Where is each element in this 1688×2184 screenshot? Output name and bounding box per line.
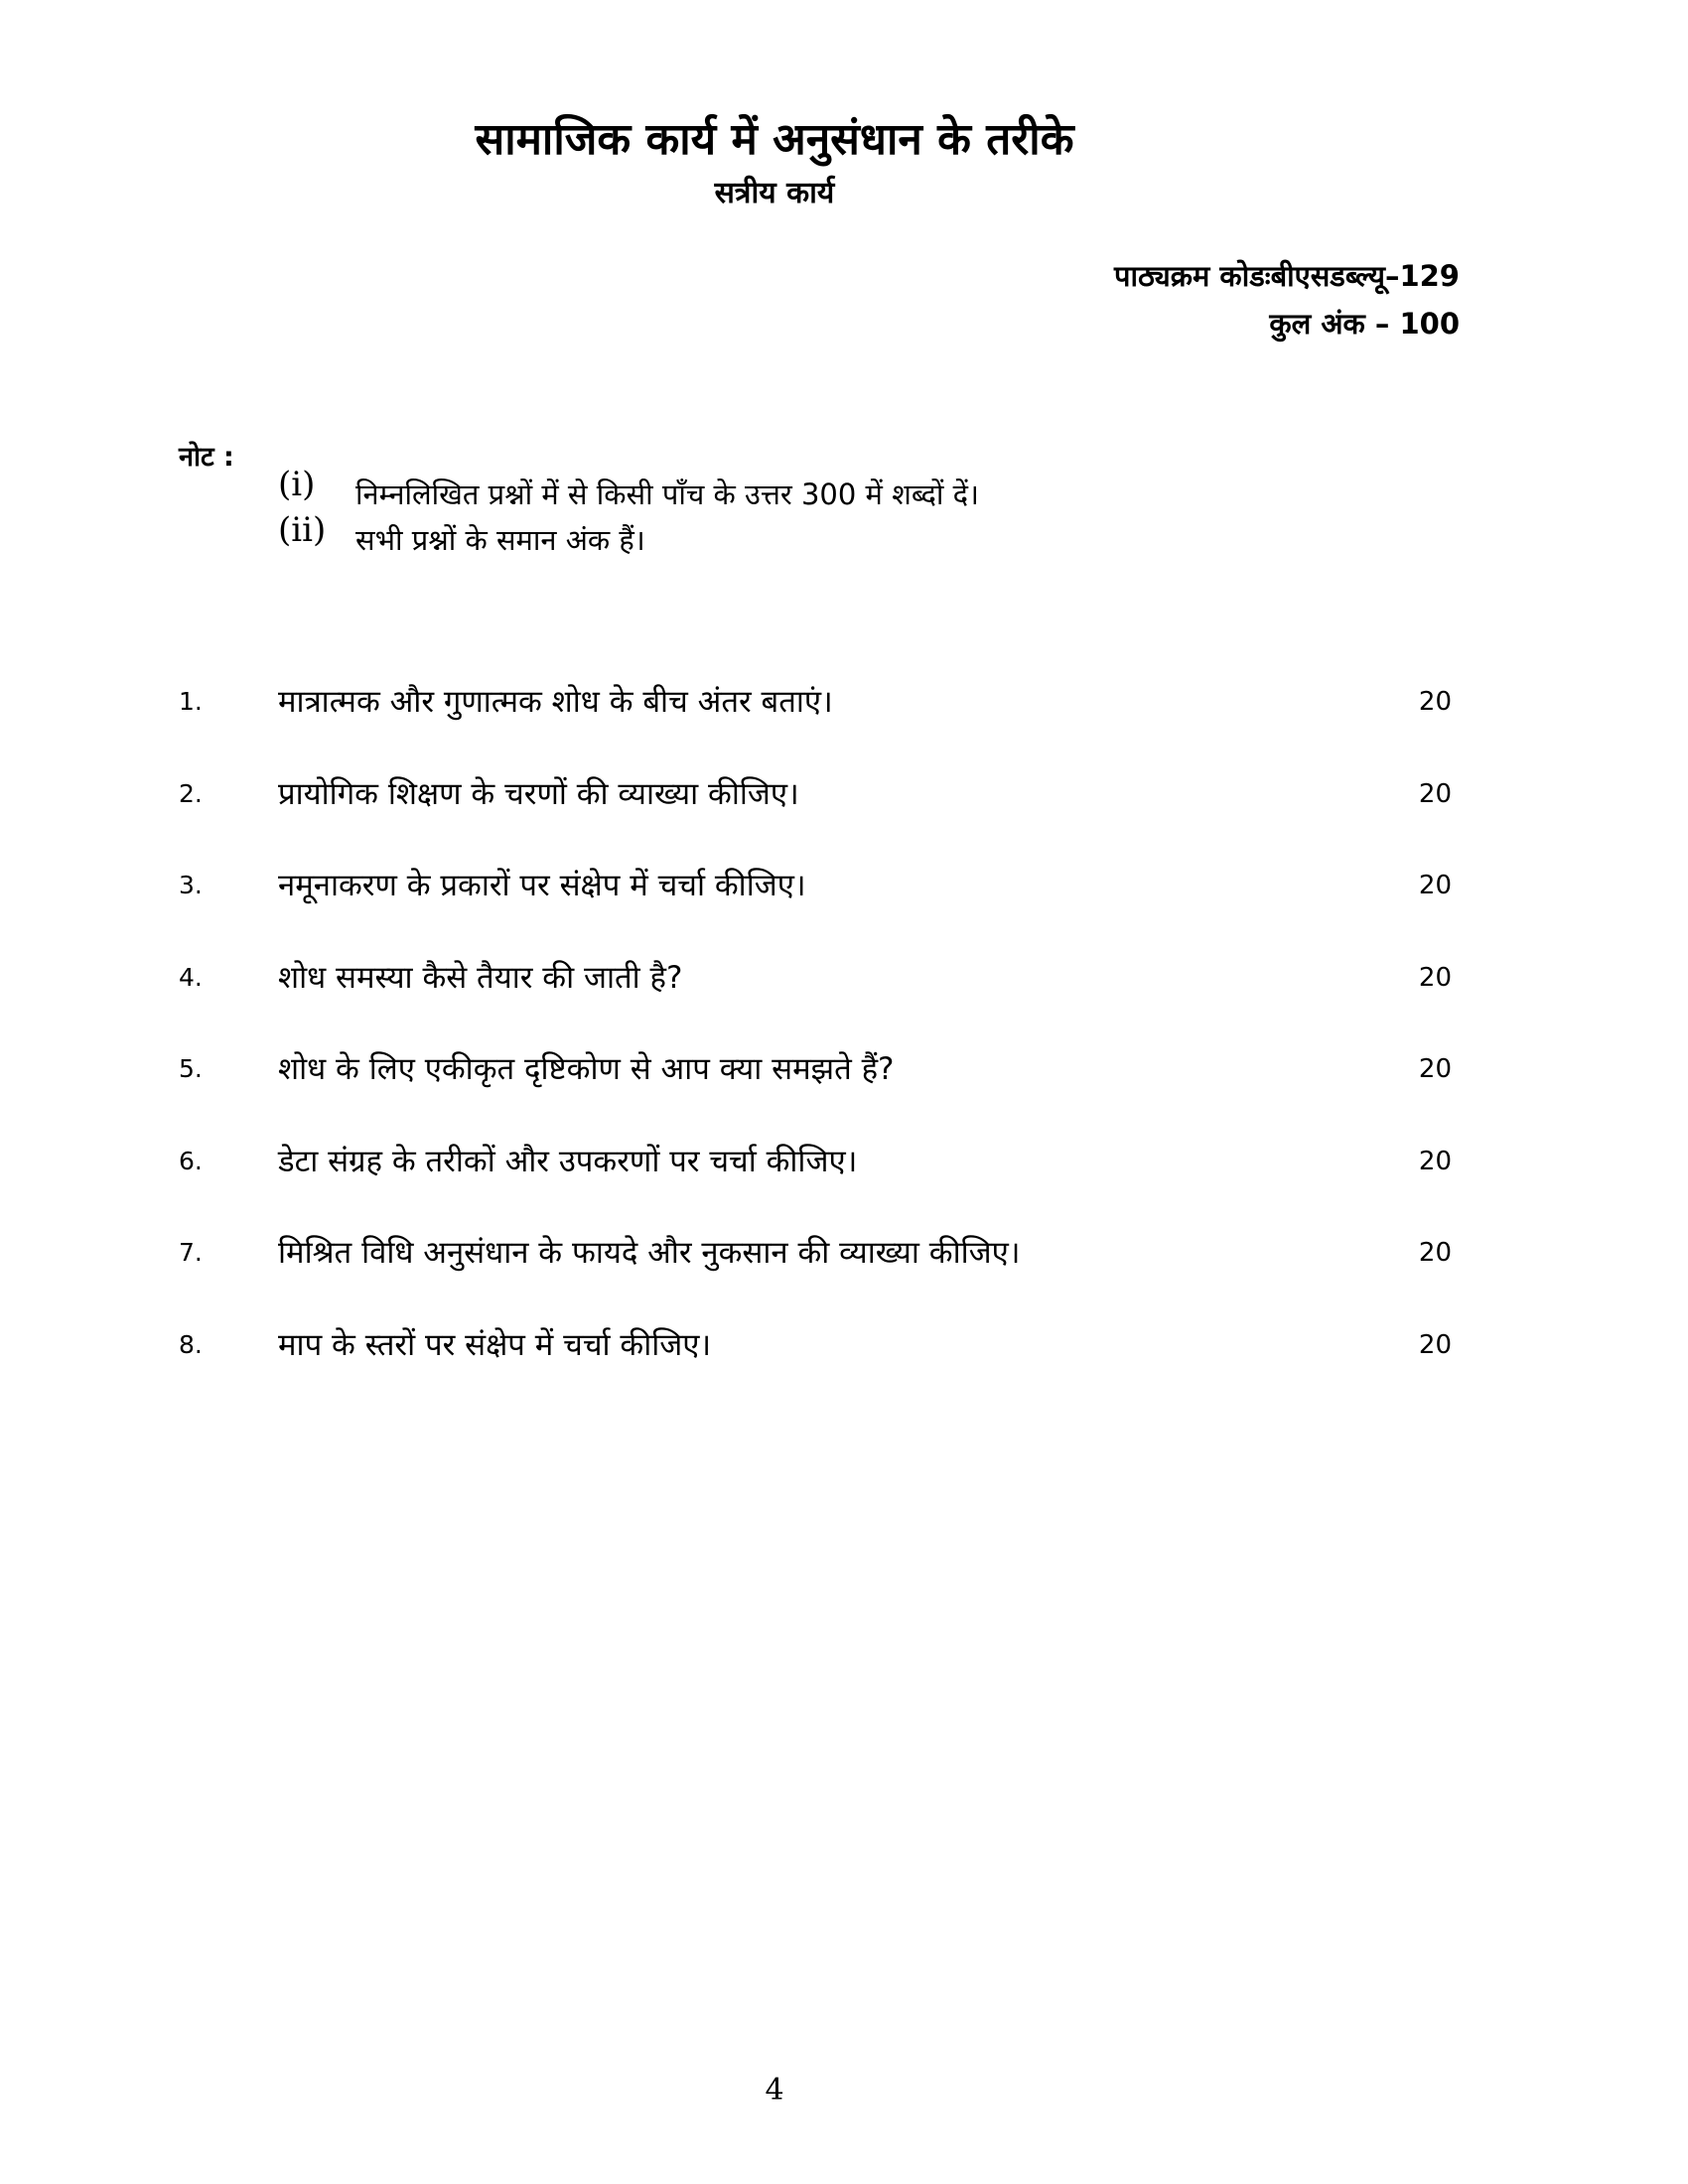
question-text: प्रायोगिक शिक्षण के चरणों की व्याख्या कीजिए।: [278, 776, 799, 812]
question-text: शोध के लिए एकीकृत दृष्टिकोण से आप क्या समझते हैं?: [278, 1051, 895, 1087]
question-text: माप के स्तरों पर संक्षेप में चर्चा कीजिए।: [278, 1327, 712, 1363]
question-text: नमूनाकरण के प्रकारों पर संक्षेप में चर्चा कीजिए।: [278, 868, 806, 903]
question-number: 6.: [179, 1147, 203, 1175]
question-number: 7.: [179, 1238, 203, 1267]
course-code: पाठ्यक्रम कोडःबीएसडब्ल्यू–129: [1114, 259, 1460, 293]
page-number: 4: [765, 2073, 784, 2108]
question-marks: 20: [1418, 1330, 1452, 1360]
note-text: निम्नलिखित प्रश्नों में से किसी पाँच के उत्तर 300 में शब्दों दें।: [355, 478, 980, 511]
page-subtitle: सत्रीय कार्य: [714, 176, 835, 210]
question-marks: 20: [1418, 1147, 1452, 1176]
note-label: नोट :: [179, 442, 234, 473]
question-number: 3.: [179, 871, 203, 899]
question-marks: 20: [1418, 687, 1452, 717]
question-number: 1.: [179, 687, 203, 716]
question-marks: 20: [1418, 1054, 1452, 1084]
question-number: 5.: [179, 1054, 203, 1083]
question-number: 4.: [179, 963, 203, 992]
page-title: सामाजिक कार्य में अनुसंधान के तरीके: [475, 114, 1074, 165]
question-text: मिश्रित विधि अनुसंधान के फायदे और नुकसान की व्याख्या कीजिए।: [278, 1235, 1021, 1271]
question-text: शोध समस्या कैसे तैयार की जाती है?: [278, 960, 683, 996]
question-text: डेटा संग्रह के तरीकों और उपकरणों पर चर्चा कीजिए।: [278, 1144, 858, 1179]
question-marks: 20: [1418, 963, 1452, 993]
question-marks: 20: [1418, 1238, 1452, 1268]
note-marker: (ii): [278, 510, 327, 550]
question-marks: 20: [1418, 779, 1452, 809]
question-number: 2.: [179, 779, 203, 808]
note-text: सभी प्रश्नों के समान अंक हैं।: [355, 523, 645, 557]
total-marks: कुल अंक – 100: [1269, 307, 1460, 341]
question-text: मात्रात्मक और गुणात्मक शोध के बीच अंतर बताएं।: [278, 684, 833, 720]
question-number: 8.: [179, 1330, 203, 1359]
question-marks: 20: [1418, 871, 1452, 900]
note-marker: (i): [278, 465, 316, 504]
